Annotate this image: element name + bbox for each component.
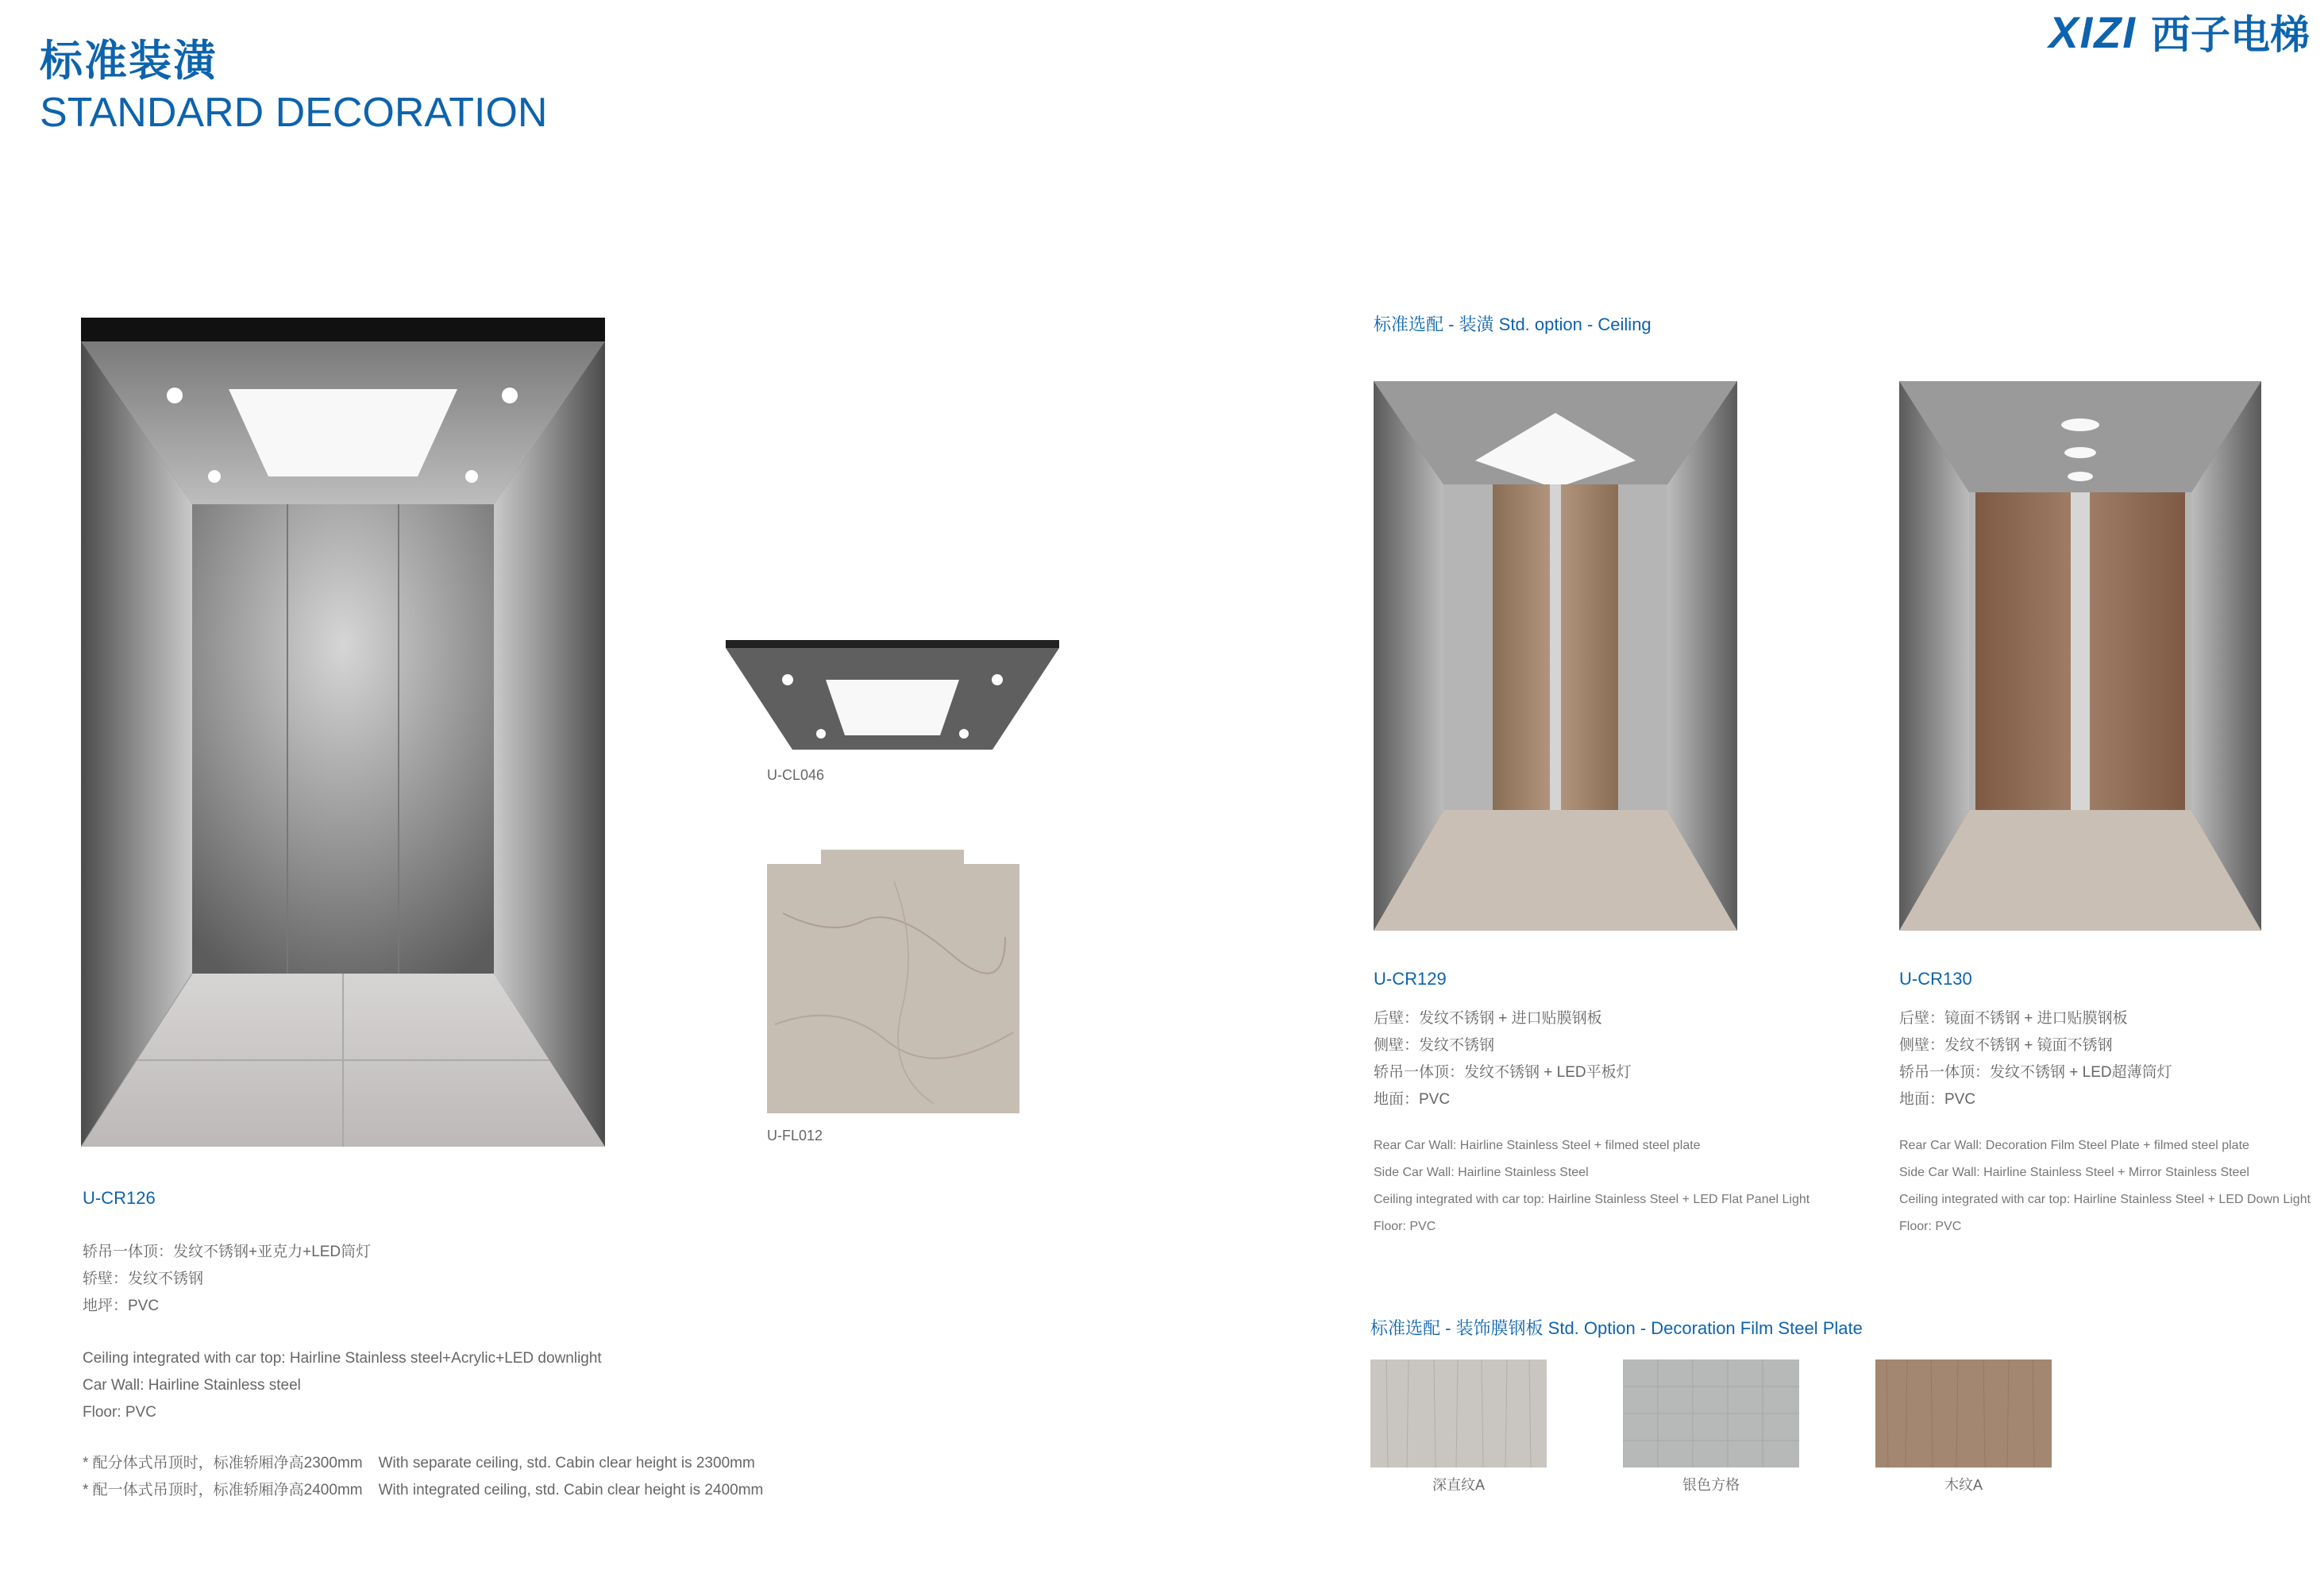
note-en: With integrated ceiling, std. Cabin clear height is 2400mm (378, 1482, 764, 1498)
desc-line: Floor: PVC (1374, 1220, 1436, 1233)
cabin-desc-en (83, 1345, 602, 1426)
cabin-desc-cn (1899, 1005, 2172, 1113)
desc-line: Floor: PVC (1899, 1220, 1962, 1233)
option-film-heading: 标准选配 - 装饰膜钢板 Std. Option - Decoration Film Steel Plate (1370, 1318, 1863, 1338)
ceiling-sample-code: U-CL046 (767, 767, 825, 783)
desc-line: 侧壁：发纹不锈钢 (1374, 1037, 1495, 1054)
logo-cn: 西子电梯 (2151, 13, 2310, 57)
note-line (83, 1450, 763, 1477)
note-line (83, 1477, 763, 1504)
ceiling-sample-image (726, 640, 1059, 750)
cabin-notes (83, 1450, 763, 1504)
desc-line: Ceiling integrated with car top: Hairline Stainless Steel + LED Down Light (1899, 1193, 2311, 1206)
page-title-cn: 标准装潢 (40, 37, 218, 85)
cabin-image-u-cr129 (1374, 381, 1737, 931)
desc-line: Rear Car Wall: Hairline Stainless Steel + filmed steel plate (1374, 1139, 1701, 1152)
desc-line: Car Wall: Hairline Stainless steel (83, 1377, 301, 1394)
desc-line: 轿吊一体顶：发纹不锈钢 + LED平板灯 (1374, 1064, 1632, 1081)
note-cn: * 配一体式吊顶时，标准轿厢净高2400mm (83, 1482, 363, 1498)
desc-line: 后壁：发纹不锈钢 + 进口贴膜钢板 (1374, 1010, 1602, 1027)
floor-sample-code: U-FL012 (767, 1128, 823, 1144)
desc-line: 地面：PVC (1374, 1091, 1451, 1108)
desc-line: Floor: PVC (83, 1404, 156, 1421)
brand-logo (2048, 3, 2310, 60)
cabin-code: U-CR126 (83, 1188, 156, 1208)
desc-line: 轿壁：发纹不锈钢 (83, 1271, 204, 1287)
logo-latin: XIZI (2048, 6, 2137, 57)
cabin-desc-en (1899, 1132, 2311, 1240)
desc-line: Side Car Wall: Hairline Stainless Steel (1374, 1166, 1589, 1179)
cabin-desc-cn (83, 1239, 371, 1320)
swatch-fill (1875, 1360, 2052, 1468)
desc-line: Ceiling integrated with car top: Hairline Stainless Steel + LED Flat Panel Light (1374, 1193, 1810, 1206)
desc-line: 地坪：PVC (83, 1298, 160, 1314)
desc-line: 后壁：镜面不锈钢 + 进口贴膜钢板 (1899, 1010, 2128, 1027)
swatch-label: 银色方格 (1682, 1477, 1740, 1493)
cabin-code: U-CR130 (1899, 969, 1972, 989)
cabin-code: U-CR129 (1374, 969, 1447, 989)
desc-line: 轿吊一体顶：发纹不锈钢+亚克力+LED筒灯 (83, 1244, 372, 1260)
floor-sample-image (767, 850, 1019, 1113)
cabin-desc-cn (1374, 1005, 1632, 1113)
film-swatch (1623, 1360, 1799, 1468)
desc-line: 侧壁：发纹不锈钢 + 镜面不锈钢 (1899, 1037, 2113, 1054)
swatch-label: 木纹A (1944, 1477, 1983, 1493)
desc-line: Side Car Wall: Hairline Stainless Steel + Mirror Stainless Steel (1899, 1166, 2249, 1179)
desc-line: Rear Car Wall: Decoration Film Steel Plate + filmed steel plate (1899, 1139, 2249, 1152)
swatch-label: 深直纹A (1432, 1477, 1485, 1493)
desc-line: 轿吊一体顶：发纹不锈钢 + LED超薄筒灯 (1899, 1064, 2172, 1081)
cabin-desc-en (1374, 1132, 1809, 1240)
film-swatch (1370, 1360, 1547, 1468)
desc-line: 地面：PVC (1899, 1091, 1976, 1108)
option-ceiling-heading: 标准选配 - 装潢 Std. option - Ceiling (1374, 314, 1651, 334)
swatch-fill (1370, 1360, 1547, 1468)
note-cn: * 配分体式吊顶时，标准轿厢净高2300mm (83, 1455, 363, 1471)
film-swatch (1875, 1360, 2052, 1468)
cabin-image-u-cr126 (81, 318, 605, 1147)
note-en: With separate ceiling, std. Cabin clear height is 2300mm (378, 1455, 755, 1471)
cabin-image-u-cr130 (1899, 381, 2261, 931)
page-title-en: STANDARD DECORATION (40, 90, 548, 136)
desc-line: Ceiling integrated with car top: Hairline Stainless steel+Acrylic+LED downlight (83, 1350, 602, 1367)
